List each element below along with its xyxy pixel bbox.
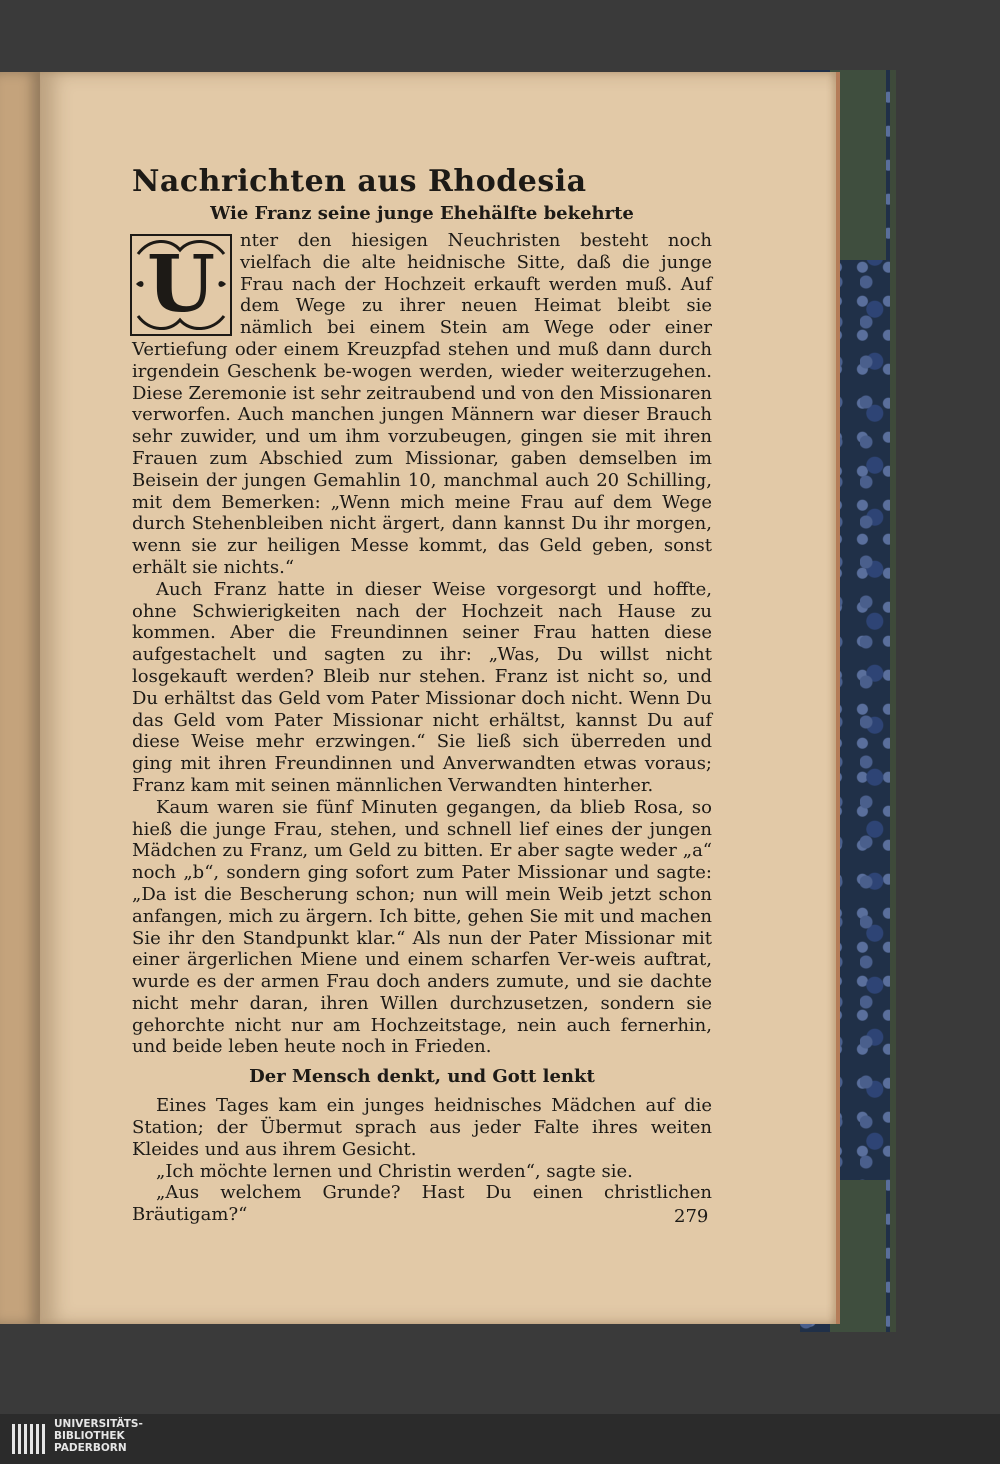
section-quote-1: „Ich möchte lernen und Christin werden“, sagte sie. <box>156 1160 633 1182</box>
paragraph-1: nter den hiesigen Neuchristen besteht noch vielfach die alte heidnische Sitte, daß die junge Frau nach der Hochzeit erkauft werden muß. Auf dem Wege zu ihrer neuen Heimat bleibt sie nämlich bei einem Stein am Wege oder einer Vertiefung oder einem Kreuzpfad stehen und muß dann durch irgendein Geschenk be-wogen werden, wieder weiterzugehen. Diese Zeremonie ist sehr zeitraubend und von den Missionaren verworfen. Auch manchen jungen Männern war dieser Brauch sehr zuwider, und um ihm vorzubeugen, gingen sie mit ihren Frauen zum Abschied zum Missionar, gaben demselben im Beisein der jungen Gemahlin 10, manchmal auch 20 Schilling, mit dem Bemerken: „Wenn mich meine Frau auf dem Wege durch Stehenbleiben nicht ärgert, dann kannst Du ihr morgen, wenn sie zur heiligen Messe kommt, das Geld geben, sonst erhält sie nichts.“ <box>132 230 712 578</box>
footer-bar <box>0 1414 1000 1464</box>
section-quote-2: „Aus welchem Grunde? Hast Du einen christlichen Bräutigam?“ <box>132 1182 712 1226</box>
left-page-edge <box>0 72 40 1324</box>
page-text <box>132 164 712 1226</box>
article-title: Nachrichten aus Rhodesia <box>132 164 587 199</box>
section-paragraph-1: Eines Tages kam ein junges heidnisches Mädchen auf die Station; der Übermut sprach aus jeder Falte ihres weiten Kleides und aus ihrem Gesicht. <box>132 1095 712 1160</box>
ornamental-initial <box>130 234 232 336</box>
library-logo-icon <box>10 1420 48 1458</box>
logo-line-2: BIBLIOTHEK <box>54 1430 125 1442</box>
logo-line-3: PADERBORN <box>54 1442 127 1454</box>
paragraph-2: Auch Franz hatte in dieser Weise vorgesorgt und hoffte, ohne Schwierigkeiten nach der Hochzeit nach Hause zu kommen. Aber die Freundinnen seiner Frau hatten diese aufgestachelt und sagten zu ihr: „Was, Du willst nicht losgekauft werden? Bleib nur stehen. Franz ist nicht so, und Du erhältst das Geld vom Pater Missionar doch nicht. Wenn Du das Geld vom Pater Missionar nicht erhältst, kannst Du auf diese Weise mehr erzwingen.“ Sie ließ sich überreden und ging mit ihren Freundinnen und Anverwandten etwas voraus; Franz kam mit seinen männlichen Verwandten hinterher. <box>132 578 712 796</box>
paragraph-3: Kaum waren sie fünf Minuten gegangen, da blieb Rosa, so hieß die junge Frau, stehen, und schnell lief eines der jungen Mädchen zu Franz, um Geld zu bitten. Er aber sagte weder „a“ noch „b“, sondern ging sofort zum Pater Missionar und sagte: „Da ist die Bescherung schon; nun will mein Weib jetzt schon anfangen, mich zu ärgern. Ich bitte, gehen Sie mit und machen Sie ihr den Standpunkt klar.“ Als nun der Pater Missionar mit einer ärgerlichen Miene und einem scharfen Ver-weis auftrat, wurde es der armen Frau doch anders zumute, und sie dachte nicht mehr daran, ihren Willen durchzusetzen, sondern sie gehorchte nicht nur am Hochzeitstage, nein auch fernerhin, und beide leben heute noch in Frieden. <box>132 796 712 1058</box>
page-number: 279 <box>674 1206 709 1227</box>
dropcap-letter: U <box>146 239 216 330</box>
article-subtitle: Wie Franz seine junge Ehehälfte bekehrte <box>210 203 634 224</box>
section-title: Der Mensch denkt, und Gott lenkt <box>249 1066 595 1088</box>
library-logo-text <box>54 1418 143 1454</box>
first-paragraph-block <box>132 230 712 579</box>
book-page <box>40 72 840 1324</box>
logo-line-1: UNIVERSITÄTS- <box>54 1418 143 1430</box>
